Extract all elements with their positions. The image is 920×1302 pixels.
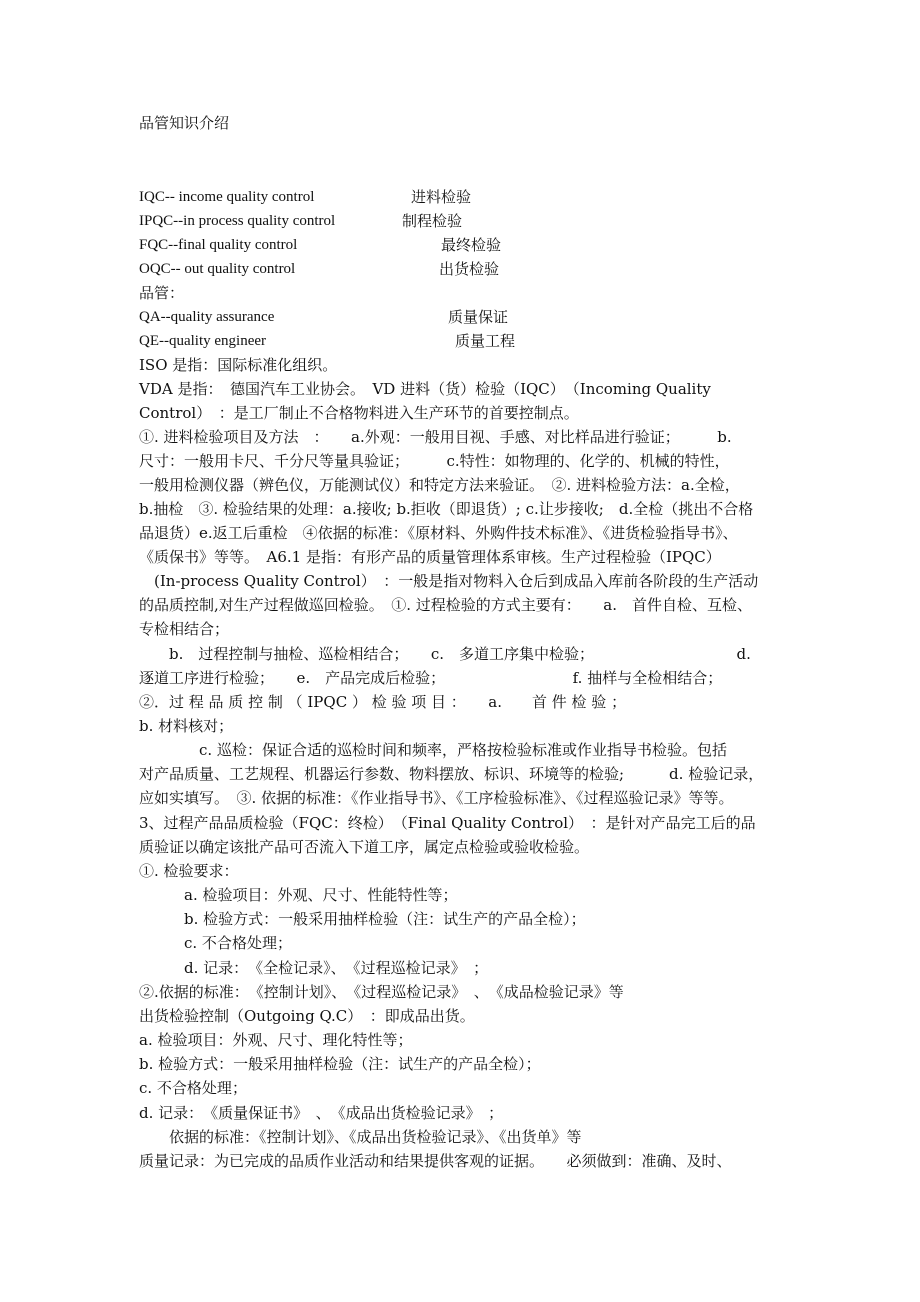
text-line: 尺寸：一般用卡尺、千分尺等量具验证； c.特性：如物理的、化学的、机械的特性， <box>139 452 730 470</box>
text-line: 3、过程产品品质检验（FQC：终检） （Final Quality Control） ：是针对产品完工后的品 <box>139 814 756 832</box>
text-line: ②.依据的标准： 《控制计划》、 《过程巡检记录》 、 《成品检验记录》等 <box>139 983 624 1001</box>
abbr-term-iqc: IQC-- income quality control <box>139 189 315 205</box>
pinguan-label: 品管： <box>139 284 185 302</box>
text-line: 的品质控制,对生产过程做巡回检验。 ①. 过程检验的方式主要有： a. 首件自检、互检、 <box>139 596 753 614</box>
abbr-term-ipqc: IPQC--in process quality control <box>139 213 336 229</box>
text-line: VDA 是指： 德国汽车工业协会。 VD 进料（货）检验（IQC） （Incoming Quality <box>139 380 711 398</box>
text-line: c. 不合格处理； <box>139 934 292 952</box>
abbr-meaning-fqc: 最终检验 <box>441 236 502 254</box>
abbr-term-qa: QA--quality assurance <box>139 309 275 325</box>
text-line: b.抽检 ③. 检验结果的处理：a.接收; b.拒收（即退货）; c.让步接收; d.全检（挑出不合格 <box>139 500 754 518</box>
abbr-term-qe: QE--quality engineer <box>139 333 267 349</box>
text-line: ②．过 程 品 质 控 制 （ IPQC ） 检 验 项 目 ： a. 首 件 检 验 ； <box>139 693 627 711</box>
text-line: 出货检验控制（Outgoing Q.C） ：即成品出货。 <box>139 1007 475 1025</box>
page-title: 品管知识介绍 <box>139 114 230 132</box>
text-line: c. 巡检：保证合适的巡检时间和频率，严格按检验标准或作业指导书检验。包括 <box>139 741 727 759</box>
text-line: b. 材料核对； <box>139 717 234 735</box>
text-line: a. 检验项目：外观、尺寸、性能特性等； <box>139 886 458 904</box>
text-line: 质量记录：为已完成的品质作业活动和结果提供客观的证据。 必须做到：准确、及时、 <box>139 1152 732 1170</box>
text-line: d. 记录： 《质量保证书》 、 《成品出货检验记录》 ； <box>139 1104 504 1122</box>
abbr-term-fqc: FQC--final quality control <box>139 237 298 253</box>
text-line: a. 检验项目：外观、尺寸、理化特性等； <box>139 1031 413 1049</box>
text-line: 品退货）e.返工后重检 ④依据的标准：《原材料、外购件技术标准》、《进货检验指导书》、 <box>139 524 738 542</box>
text-line: ISO 是指：国际标准化组织。 <box>139 356 338 374</box>
abbr-meaning-iqc: 进料检验 <box>411 188 472 206</box>
text-line: 依据的标准：《控制计划》、《成品出货检验记录》、《出货单》等 <box>139 1128 582 1146</box>
text-line: 《质保书》等等。 A6.1 是指：有形产品的质量管理体系审核。生产过程检验（IPQC） <box>139 548 721 566</box>
text-line: ①. 检验要求： <box>139 862 239 880</box>
abbr-meaning-ipqc: 制程检验 <box>402 212 463 230</box>
text-line: b. 检验方式：一般采用抽样检验（注：试生产的产品全检）； <box>139 910 586 928</box>
text-line: b. 检验方式：一般采用抽样检验（注：试生产的产品全检）； <box>139 1055 541 1073</box>
text-line: 一般用检测仪器（辨色仪，万能测试仪）和特定方法来验证。 ②. 进料检验方法：a.全检， <box>139 476 740 494</box>
text-line: 专检相结合； <box>139 620 230 638</box>
text-line: ①. 进料检验项目及方法 ： a.外观：一般用目视、手感、对比样品进行验证； b. <box>139 428 732 446</box>
text-line: (In-process Quality Control） ：一般是指对物料入仓后到成品入库前各阶段的生产活动 <box>139 572 759 590</box>
text-line: 逐道工序进行检验； e. 产品完成后检验； f. 抽样与全检相结合； <box>139 669 723 687</box>
text-line: d. 记录： 《全检记录》、 《过程巡检记录》 ； <box>139 959 489 977</box>
abbr-meaning-qa: 质量保证 <box>448 308 509 326</box>
abbr-term-oqc: OQC-- out quality control <box>139 261 296 277</box>
abbr-meaning-oqc: 出货检验 <box>439 260 500 278</box>
abbr-meaning-qe: 质量工程 <box>455 332 516 350</box>
text-line: c. 不合格处理； <box>139 1079 247 1097</box>
text-line: 对产品质量、工艺规程、机器运行参数、物料摆放、标识、环境等的检验; d. 检验记录， <box>139 765 764 783</box>
text-line: Control） ：是工厂制止不合格物料进入生产环节的首要控制点。 <box>139 404 579 422</box>
text-line: 质验证以确定该批产品可否流入下道工序，属定点检验或验收检验。 <box>139 838 590 856</box>
text-line: 应如实填写。 ③. 依据的标准：《作业指导书》、《工序检验标准》、《过程巡验记录》等等。 <box>139 789 734 807</box>
text-line: b. 过程控制与抽检、巡检相结合； c. 多道工序集中检验； d. <box>139 645 751 663</box>
